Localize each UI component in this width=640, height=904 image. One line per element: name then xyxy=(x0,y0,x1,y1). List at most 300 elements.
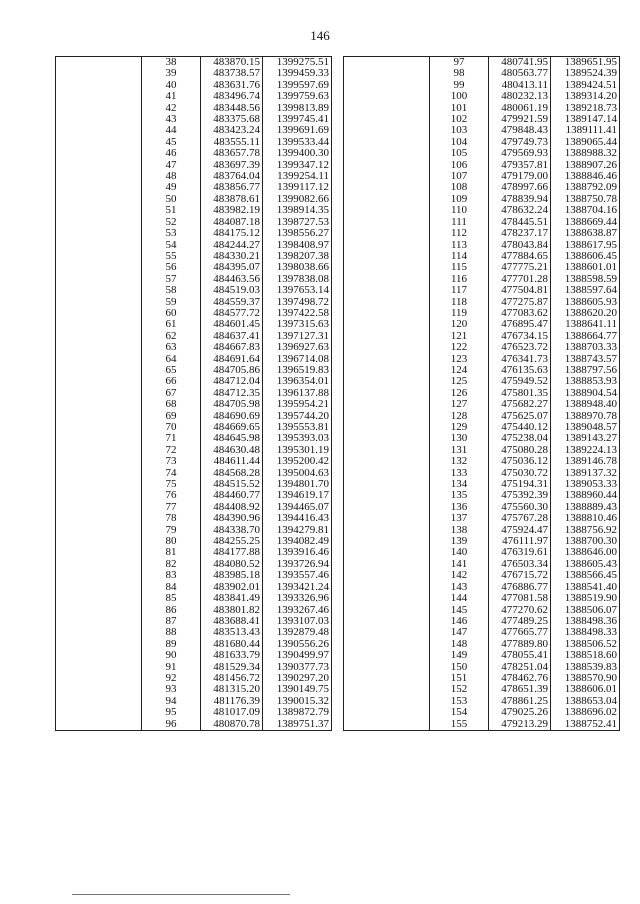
blank-cell xyxy=(56,570,142,581)
blank-cell xyxy=(56,479,142,490)
point-number-cell: 105 xyxy=(430,148,489,159)
blank-cell xyxy=(56,399,142,410)
y-coordinate-cell: 1388539.83 xyxy=(551,662,620,673)
point-number-cell: 98 xyxy=(430,68,489,79)
blank-cell xyxy=(56,114,142,125)
table-row xyxy=(56,103,332,114)
table-row xyxy=(56,456,332,467)
y-coordinate-cell: 1388704.16 xyxy=(551,205,620,216)
x-coordinate-cell: 476886.77 xyxy=(489,582,551,593)
point-number-cell: 80 xyxy=(142,536,201,547)
x-coordinate-cell: 484338.70 xyxy=(201,525,263,536)
x-coordinate-cell: 475080.28 xyxy=(489,445,551,456)
x-coordinate-cell: 479213.29 xyxy=(489,719,551,731)
y-coordinate-cell: 1388598.59 xyxy=(551,274,620,285)
x-coordinate-cell: 477884.65 xyxy=(489,251,551,262)
blank-cell xyxy=(56,125,142,136)
x-coordinate-cell: 484080.52 xyxy=(201,559,263,570)
table-row xyxy=(56,274,332,285)
y-coordinate-cell: 1394416.43 xyxy=(263,513,332,524)
table-row xyxy=(56,582,332,593)
point-number-cell: 101 xyxy=(430,103,489,114)
table-row xyxy=(344,103,620,114)
blank-cell xyxy=(344,331,430,342)
blank-cell xyxy=(56,445,142,456)
point-number-cell: 84 xyxy=(142,582,201,593)
table-row xyxy=(56,376,332,387)
blank-cell xyxy=(56,616,142,627)
blank-cell xyxy=(344,696,430,707)
blank-cell xyxy=(344,148,430,159)
table-row xyxy=(344,125,620,136)
y-coordinate-cell: 1388792.09 xyxy=(551,182,620,193)
blank-cell xyxy=(344,433,430,444)
y-coordinate-cell: 1394082.49 xyxy=(263,536,332,547)
point-number-cell: 100 xyxy=(430,91,489,102)
blank-cell xyxy=(344,502,430,513)
y-coordinate-cell: 1389147.14 xyxy=(551,114,620,125)
point-number-cell: 114 xyxy=(430,251,489,262)
table-row xyxy=(344,616,620,627)
blank-cell xyxy=(56,80,142,91)
x-coordinate-cell: 484390.96 xyxy=(201,513,263,524)
table-row xyxy=(56,593,332,604)
y-coordinate-cell: 1388948.40 xyxy=(551,399,620,410)
table-row xyxy=(344,570,620,581)
x-coordinate-cell: 475924.47 xyxy=(489,525,551,536)
blank-cell xyxy=(344,719,430,731)
y-coordinate-cell: 1389218.73 xyxy=(551,103,620,114)
blank-cell xyxy=(56,57,142,69)
x-coordinate-cell: 483902.01 xyxy=(201,582,263,593)
y-coordinate-cell: 1388646.00 xyxy=(551,547,620,558)
x-coordinate-cell: 476734.15 xyxy=(489,331,551,342)
point-number-cell: 95 xyxy=(142,707,201,718)
table-row xyxy=(56,513,332,524)
x-coordinate-cell: 478651.39 xyxy=(489,684,551,695)
point-number-cell: 147 xyxy=(430,627,489,638)
point-number-cell: 129 xyxy=(430,422,489,433)
x-coordinate-cell: 484577.72 xyxy=(201,308,263,319)
table-row xyxy=(344,388,620,399)
table-row xyxy=(56,57,332,69)
x-coordinate-cell: 475194.31 xyxy=(489,479,551,490)
table-row xyxy=(56,205,332,216)
x-coordinate-cell: 484667.83 xyxy=(201,342,263,353)
x-coordinate-cell: 484408.92 xyxy=(201,502,263,513)
y-coordinate-cell: 1388641.11 xyxy=(551,319,620,330)
table-row xyxy=(56,570,332,581)
blank-cell xyxy=(344,662,430,673)
point-number-cell: 94 xyxy=(142,696,201,707)
x-coordinate-cell: 477665.77 xyxy=(489,627,551,638)
blank-cell xyxy=(344,228,430,239)
table-row xyxy=(344,707,620,718)
point-number-cell: 103 xyxy=(430,125,489,136)
y-coordinate-cell: 1388846.46 xyxy=(551,171,620,182)
table-row xyxy=(344,354,620,365)
x-coordinate-cell: 479749.73 xyxy=(489,137,551,148)
y-coordinate-cell: 1388743.57 xyxy=(551,354,620,365)
point-number-cell: 47 xyxy=(142,160,201,171)
x-coordinate-cell: 475238.04 xyxy=(489,433,551,444)
blank-cell xyxy=(56,297,142,308)
y-coordinate-cell: 1394801.70 xyxy=(263,479,332,490)
table-row xyxy=(344,605,620,616)
blank-cell xyxy=(344,182,430,193)
y-coordinate-cell: 1397498.72 xyxy=(263,297,332,308)
y-coordinate-cell: 1389053.33 xyxy=(551,479,620,490)
y-coordinate-cell: 1399597.69 xyxy=(263,80,332,91)
blank-cell xyxy=(344,593,430,604)
y-coordinate-cell: 1398914.35 xyxy=(263,205,332,216)
table-row xyxy=(56,707,332,718)
blank-cell xyxy=(344,627,430,638)
x-coordinate-cell: 484705.98 xyxy=(201,399,263,410)
blank-cell xyxy=(344,319,430,330)
table-row xyxy=(56,616,332,627)
y-coordinate-cell: 1388498.36 xyxy=(551,616,620,627)
y-coordinate-cell: 1388752.41 xyxy=(551,719,620,731)
y-coordinate-cell: 1388664.77 xyxy=(551,331,620,342)
blank-cell xyxy=(344,342,430,353)
blank-cell xyxy=(344,262,430,273)
blank-cell xyxy=(344,490,430,501)
y-coordinate-cell: 1390015.32 xyxy=(263,696,332,707)
table-row xyxy=(344,559,620,570)
x-coordinate-cell: 481017.09 xyxy=(201,707,263,718)
point-number-cell: 88 xyxy=(142,627,201,638)
x-coordinate-cell: 478043.84 xyxy=(489,240,551,251)
x-coordinate-cell: 481529.34 xyxy=(201,662,263,673)
point-number-cell: 51 xyxy=(142,205,201,216)
x-coordinate-cell: 475036.12 xyxy=(489,456,551,467)
y-coordinate-cell: 1388853.93 xyxy=(551,376,620,387)
table-row xyxy=(344,456,620,467)
table-row xyxy=(344,696,620,707)
point-number-cell: 138 xyxy=(430,525,489,536)
x-coordinate-cell: 478462.76 xyxy=(489,673,551,684)
table-row xyxy=(56,525,332,536)
x-coordinate-cell: 477889.80 xyxy=(489,639,551,650)
blank-cell xyxy=(344,547,430,558)
x-coordinate-cell: 484460.77 xyxy=(201,490,263,501)
table-row xyxy=(344,627,620,638)
blank-cell xyxy=(344,559,430,570)
y-coordinate-cell: 1393916.46 xyxy=(263,547,332,558)
x-coordinate-cell: 481176.39 xyxy=(201,696,263,707)
point-number-cell: 68 xyxy=(142,399,201,410)
point-number-cell: 130 xyxy=(430,433,489,444)
y-coordinate-cell: 1389751.37 xyxy=(263,719,332,731)
y-coordinate-cell: 1388889.43 xyxy=(551,502,620,513)
y-coordinate-cell: 1398207.38 xyxy=(263,251,332,262)
y-coordinate-cell: 1389048.57 xyxy=(551,422,620,433)
blank-cell xyxy=(56,365,142,376)
point-number-cell: 126 xyxy=(430,388,489,399)
point-number-cell: 112 xyxy=(430,228,489,239)
x-coordinate-cell: 481633.79 xyxy=(201,650,263,661)
point-number-cell: 110 xyxy=(430,205,489,216)
x-coordinate-cell: 477083.62 xyxy=(489,308,551,319)
table-row xyxy=(344,148,620,159)
point-number-cell: 96 xyxy=(142,719,201,731)
point-number-cell: 40 xyxy=(142,80,201,91)
y-coordinate-cell: 1395393.03 xyxy=(263,433,332,444)
blank-cell xyxy=(56,696,142,707)
y-coordinate-cell: 1398556.27 xyxy=(263,228,332,239)
x-coordinate-cell: 475682.27 xyxy=(489,399,551,410)
blank-cell xyxy=(344,684,430,695)
table-row xyxy=(56,433,332,444)
table-row xyxy=(56,468,332,479)
x-coordinate-cell: 479569.93 xyxy=(489,148,551,159)
y-coordinate-cell: 1399533.44 xyxy=(263,137,332,148)
x-coordinate-cell: 478839.94 xyxy=(489,194,551,205)
point-number-cell: 75 xyxy=(142,479,201,490)
table-row xyxy=(56,262,332,273)
blank-cell xyxy=(56,205,142,216)
point-number-cell: 89 xyxy=(142,639,201,650)
y-coordinate-cell: 1390499.97 xyxy=(263,650,332,661)
blank-cell xyxy=(344,285,430,296)
x-coordinate-cell: 484087.18 xyxy=(201,217,263,228)
blank-cell xyxy=(56,719,142,731)
table-row xyxy=(56,399,332,410)
x-coordinate-cell: 484712.35 xyxy=(201,388,263,399)
y-coordinate-cell: 1388703.33 xyxy=(551,342,620,353)
point-number-cell: 43 xyxy=(142,114,201,125)
blank-cell xyxy=(56,650,142,661)
x-coordinate-cell: 483555.11 xyxy=(201,137,263,148)
blank-cell xyxy=(344,354,430,365)
table-row xyxy=(56,251,332,262)
table-row xyxy=(344,57,620,69)
table-row xyxy=(56,365,332,376)
x-coordinate-cell: 483801.82 xyxy=(201,605,263,616)
point-number-cell: 54 xyxy=(142,240,201,251)
table-row xyxy=(56,91,332,102)
point-number-cell: 78 xyxy=(142,513,201,524)
point-number-cell: 59 xyxy=(142,297,201,308)
table-row xyxy=(344,319,620,330)
blank-cell xyxy=(344,217,430,228)
x-coordinate-cell: 477775.21 xyxy=(489,262,551,273)
x-coordinate-cell: 475392.39 xyxy=(489,490,551,501)
table-row xyxy=(344,228,620,239)
x-coordinate-cell: 480232.13 xyxy=(489,91,551,102)
x-coordinate-cell: 484515.52 xyxy=(201,479,263,490)
table-row xyxy=(56,148,332,159)
table-row xyxy=(56,673,332,684)
x-coordinate-cell: 483870.15 xyxy=(201,57,263,69)
table-row xyxy=(344,182,620,193)
y-coordinate-cell: 1388756.92 xyxy=(551,525,620,536)
table-row xyxy=(344,68,620,79)
blank-cell xyxy=(56,513,142,524)
table-row xyxy=(344,285,620,296)
y-coordinate-cell: 1389137.32 xyxy=(551,468,620,479)
blank-cell xyxy=(56,354,142,365)
blank-cell xyxy=(56,103,142,114)
point-number-cell: 67 xyxy=(142,388,201,399)
table-row xyxy=(344,399,620,410)
y-coordinate-cell: 1388750.78 xyxy=(551,194,620,205)
coordinate-table-right xyxy=(343,56,620,731)
y-coordinate-cell: 1389314.20 xyxy=(551,91,620,102)
x-coordinate-cell: 477504.81 xyxy=(489,285,551,296)
point-number-cell: 46 xyxy=(142,148,201,159)
x-coordinate-cell: 483448.56 xyxy=(201,103,263,114)
point-number-cell: 74 xyxy=(142,468,201,479)
blank-cell xyxy=(56,582,142,593)
table-row xyxy=(56,125,332,136)
point-number-cell: 109 xyxy=(430,194,489,205)
table-row xyxy=(56,422,332,433)
blank-cell xyxy=(344,103,430,114)
x-coordinate-cell: 480061.19 xyxy=(489,103,551,114)
point-number-cell: 61 xyxy=(142,319,201,330)
table-row xyxy=(344,171,620,182)
table-row xyxy=(56,388,332,399)
table-row xyxy=(344,673,620,684)
table-row xyxy=(56,502,332,513)
blank-cell xyxy=(56,331,142,342)
blank-cell xyxy=(56,160,142,171)
y-coordinate-cell: 1395200.42 xyxy=(263,456,332,467)
y-coordinate-cell: 1395301.19 xyxy=(263,445,332,456)
table-row xyxy=(344,445,620,456)
table-row xyxy=(344,547,620,558)
point-number-cell: 82 xyxy=(142,559,201,570)
x-coordinate-cell: 478632.24 xyxy=(489,205,551,216)
blank-cell xyxy=(344,240,430,251)
table-row xyxy=(56,547,332,558)
table-row xyxy=(56,114,332,125)
table-row xyxy=(344,593,620,604)
x-coordinate-cell: 478997.66 xyxy=(489,182,551,193)
table-row xyxy=(344,331,620,342)
blank-cell xyxy=(344,114,430,125)
x-coordinate-cell: 480741.95 xyxy=(489,57,551,69)
x-coordinate-cell: 478445.51 xyxy=(489,217,551,228)
point-number-cell: 137 xyxy=(430,513,489,524)
table-row xyxy=(344,80,620,91)
y-coordinate-cell: 1399254.11 xyxy=(263,171,332,182)
x-coordinate-cell: 477275.87 xyxy=(489,297,551,308)
blank-cell xyxy=(344,205,430,216)
table-row xyxy=(56,627,332,638)
blank-cell xyxy=(56,342,142,353)
point-number-cell: 150 xyxy=(430,662,489,673)
y-coordinate-cell: 1389524.39 xyxy=(551,68,620,79)
blank-cell xyxy=(56,240,142,251)
point-number-cell: 143 xyxy=(430,582,489,593)
point-number-cell: 81 xyxy=(142,547,201,558)
table-row xyxy=(344,274,620,285)
point-number-cell: 50 xyxy=(142,194,201,205)
blank-cell xyxy=(56,274,142,285)
point-number-cell: 85 xyxy=(142,593,201,604)
x-coordinate-cell: 483697.39 xyxy=(201,160,263,171)
table-row xyxy=(344,662,620,673)
point-number-cell: 79 xyxy=(142,525,201,536)
point-number-cell: 120 xyxy=(430,319,489,330)
blank-cell xyxy=(344,125,430,136)
blank-cell xyxy=(56,217,142,228)
table-row xyxy=(56,605,332,616)
blank-cell xyxy=(344,468,430,479)
blank-cell xyxy=(56,308,142,319)
y-coordinate-cell: 1397315.63 xyxy=(263,319,332,330)
point-number-cell: 142 xyxy=(430,570,489,581)
point-number-cell: 134 xyxy=(430,479,489,490)
table-row xyxy=(56,662,332,673)
x-coordinate-cell: 477081.58 xyxy=(489,593,551,604)
point-number-cell: 113 xyxy=(430,240,489,251)
y-coordinate-cell: 1389146.78 xyxy=(551,456,620,467)
point-number-cell: 102 xyxy=(430,114,489,125)
point-number-cell: 123 xyxy=(430,354,489,365)
table-row xyxy=(344,433,620,444)
y-coordinate-cell: 1395004.63 xyxy=(263,468,332,479)
y-coordinate-cell: 1393267.46 xyxy=(263,605,332,616)
x-coordinate-cell: 484669.65 xyxy=(201,422,263,433)
y-coordinate-cell: 1396354.01 xyxy=(263,376,332,387)
point-number-cell: 133 xyxy=(430,468,489,479)
y-coordinate-cell: 1399759.63 xyxy=(263,91,332,102)
y-coordinate-cell: 1388597.64 xyxy=(551,285,620,296)
table-row xyxy=(344,422,620,433)
point-number-cell: 83 xyxy=(142,570,201,581)
y-coordinate-cell: 1399745.41 xyxy=(263,114,332,125)
blank-cell xyxy=(344,308,430,319)
point-number-cell: 108 xyxy=(430,182,489,193)
y-coordinate-cell: 1398727.53 xyxy=(263,217,332,228)
x-coordinate-cell: 478055.41 xyxy=(489,650,551,661)
point-number-cell: 131 xyxy=(430,445,489,456)
x-coordinate-cell: 477701.28 xyxy=(489,274,551,285)
x-coordinate-cell: 484395.07 xyxy=(201,262,263,273)
point-number-cell: 53 xyxy=(142,228,201,239)
y-coordinate-cell: 1399347.12 xyxy=(263,160,332,171)
blank-cell xyxy=(344,137,430,148)
point-number-cell: 64 xyxy=(142,354,201,365)
y-coordinate-cell: 1393726.94 xyxy=(263,559,332,570)
table-row xyxy=(344,719,620,731)
table-row xyxy=(344,114,620,125)
point-number-cell: 146 xyxy=(430,616,489,627)
x-coordinate-cell: 476319.61 xyxy=(489,547,551,558)
blank-cell xyxy=(344,707,430,718)
footer-rule xyxy=(72,894,290,895)
table-row xyxy=(344,297,620,308)
table-row xyxy=(344,262,620,273)
y-coordinate-cell: 1389111.41 xyxy=(551,125,620,136)
blank-cell xyxy=(56,456,142,467)
blank-cell xyxy=(344,365,430,376)
x-coordinate-cell: 484463.56 xyxy=(201,274,263,285)
point-number-cell: 71 xyxy=(142,433,201,444)
point-number-cell: 48 xyxy=(142,171,201,182)
table-row xyxy=(344,365,620,376)
blank-cell xyxy=(344,91,430,102)
blank-cell xyxy=(344,68,430,79)
point-number-cell: 107 xyxy=(430,171,489,182)
blank-cell xyxy=(344,160,430,171)
x-coordinate-cell: 484568.28 xyxy=(201,468,263,479)
y-coordinate-cell: 1397127.31 xyxy=(263,331,332,342)
